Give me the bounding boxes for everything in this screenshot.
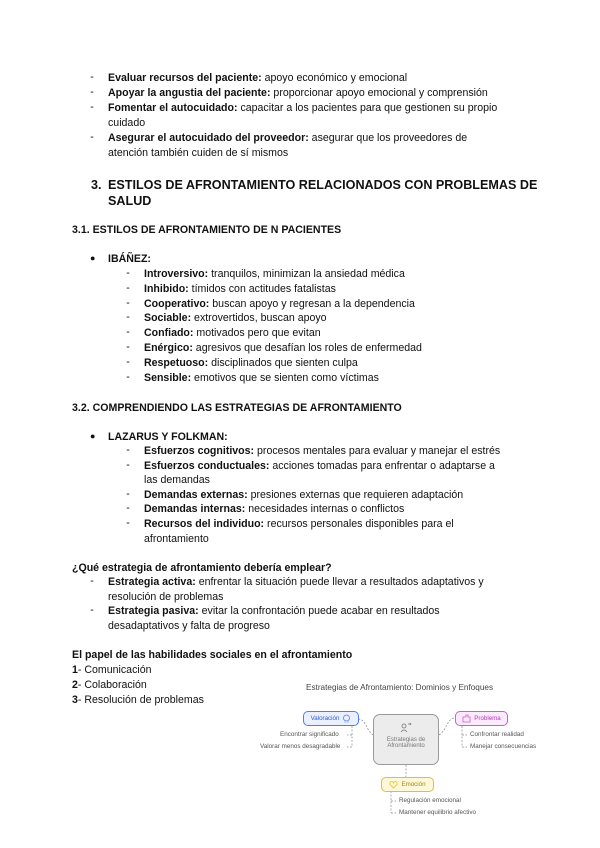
connector-valoracion: [358, 719, 373, 735]
dash-bullet: -: [126, 297, 130, 309]
dash-bullet: -: [126, 282, 130, 294]
list-item: Demandas internas: necesidades internas o conflictos: [144, 503, 405, 515]
dash-bullet: -: [126, 444, 130, 456]
node-problema: Problema: [455, 711, 508, 726]
numbered-item: 3- Resolución de problemas: [72, 694, 204, 706]
node-valoracion: Valoración: [303, 711, 359, 726]
valoracion-item: Encontrar significado: [280, 731, 339, 738]
dash-bullet: -: [90, 131, 94, 143]
list-item: Sensible: emotivos que se sienten como víctimas: [144, 372, 379, 384]
diagram-title: Estrategias de Afrontamiento: Dominios y Enfoques: [306, 683, 494, 692]
subsection-3-1-heading: 3.1. ESTILOS DE AFRONTAMIENTO DE N PACIENTES: [72, 224, 342, 236]
list-item: Recursos del individuo: recursos personales disponibles para el: [144, 518, 454, 530]
list-item: Estrategia pasiva: evitar la confrontación puede acabar en resultados: [108, 605, 440, 617]
section-title-line1: ESTILOS DE AFRONTAMIENTO RELACIONADOS CON PROBLEMAS DE: [108, 178, 538, 192]
dash-bullet: -: [90, 101, 94, 113]
list-item: Inhibido: tímidos con actitudes fatalistas: [144, 283, 336, 295]
subsection-3-2-heading: 3.2. COMPRENDIENDO LAS ESTRATEGIAS DE AFRONTAMIENTO: [72, 402, 402, 414]
author-ibanez: IBÁÑEZ:: [108, 253, 151, 265]
node-center: [373, 714, 439, 765]
connector-problema-items: [462, 726, 467, 747]
list-item: Estrategia activa: enfrentar la situación puede llevar a resultados adaptativos y: [108, 576, 484, 588]
section-number: 3.: [91, 178, 102, 192]
dash-bullet: -: [126, 356, 130, 368]
list-item: Esfuerzos conductuales: acciones tomadas para enfrentar o adaptarse a: [144, 460, 495, 472]
heart-icon: [389, 780, 398, 789]
dot-bullet: ●: [90, 253, 96, 263]
social-heading: El papel de las habilidades sociales en el afrontamiento: [72, 649, 353, 661]
numbered-item: 1- Comunicación: [72, 664, 152, 676]
emocion-item: Regulación emocional: [399, 797, 461, 804]
list-item: Enérgico: agresivos que desafían los roles de enfermedad: [144, 342, 422, 354]
dash-bullet: -: [126, 311, 130, 323]
dash-bullet: -: [90, 604, 94, 616]
list-item: Sociable: extrovertidos, buscan apoyo: [144, 312, 327, 324]
problema-item: Manejar consecuencias: [470, 743, 537, 750]
list-item: Confiado: motivados pero que evitan: [144, 327, 321, 339]
connector-emocion-items: [391, 791, 396, 813]
section-title-line2: SALUD: [108, 194, 152, 208]
connector-problema: [439, 718, 455, 735]
valoracion-item: Valorar menos desagradable: [260, 743, 341, 750]
list-item: Cooperativo: buscan apoyo y regresan a la dependencia: [144, 298, 415, 310]
center-label-line1: Estrategias de: [386, 737, 426, 743]
puzzle-icon: [462, 714, 471, 723]
dash-bullet: -: [126, 341, 130, 353]
dash-bullet: -: [126, 459, 130, 471]
list-item-continuation: las demandas: [144, 474, 210, 486]
list-item-continuation: resolución de problemas: [108, 591, 224, 603]
center-label-line2: Afrontamiento: [387, 743, 425, 749]
people-icon: [399, 721, 413, 735]
emocion-item: Mantener equilibrio afectivo: [399, 809, 477, 816]
dash-bullet: -: [126, 326, 130, 338]
list-item: Demandas externas: presiones externas que requieren adaptación: [144, 489, 464, 501]
list-item: Respetuoso: disciplinados que sienten culpa: [144, 357, 358, 369]
dash-bullet: -: [90, 86, 94, 98]
numbered-item: 2- Colaboración: [72, 679, 147, 691]
dash-bullet: -: [126, 371, 130, 383]
list-item: Evaluar recursos del paciente: apoyo económico y emocional: [108, 72, 408, 84]
dash-bullet: -: [90, 71, 94, 83]
list-item-continuation: atención también cuiden de sí mismos: [108, 147, 289, 159]
list-item: Asegurar el autocuidado del proveedor: asegurar que los proveedores de: [108, 132, 468, 144]
connector-valoracion-items: [347, 726, 352, 747]
question-heading: ¿Qué estrategia de afrontamiento debería emplear?: [72, 562, 332, 574]
node-emocion: Emoción: [381, 777, 434, 792]
list-item: Apoyar la angustia del paciente: proporcionar apoyo emocional y comprensión: [108, 87, 488, 99]
list-item-continuation: cuidado: [108, 117, 146, 129]
dash-bullet: -: [90, 575, 94, 587]
dash-bullet: -: [126, 488, 130, 500]
problema-item: Confrontar realidad: [470, 731, 524, 738]
list-item-continuation: afrontamiento: [144, 533, 209, 545]
list-item: Introversivo: tranquilos, minimizan la ansiedad médica: [144, 268, 405, 280]
list-item: Esfuerzos cognitivos: procesos mentales para evaluar y manejar el estrés: [144, 445, 501, 457]
list-item-continuation: desadaptativos y falta de progreso: [108, 620, 270, 632]
head-icon: [342, 714, 351, 723]
dot-bullet: ●: [90, 431, 96, 441]
dash-bullet: -: [126, 502, 130, 514]
author-lazarus-folkman: LAZARUS Y FOLKMAN:: [108, 431, 228, 443]
dash-bullet: -: [126, 267, 130, 279]
dash-bullet: -: [126, 517, 130, 529]
list-item: Fomentar el autocuidado: capacitar a los pacientes para que gestionen su propio: [108, 102, 498, 114]
